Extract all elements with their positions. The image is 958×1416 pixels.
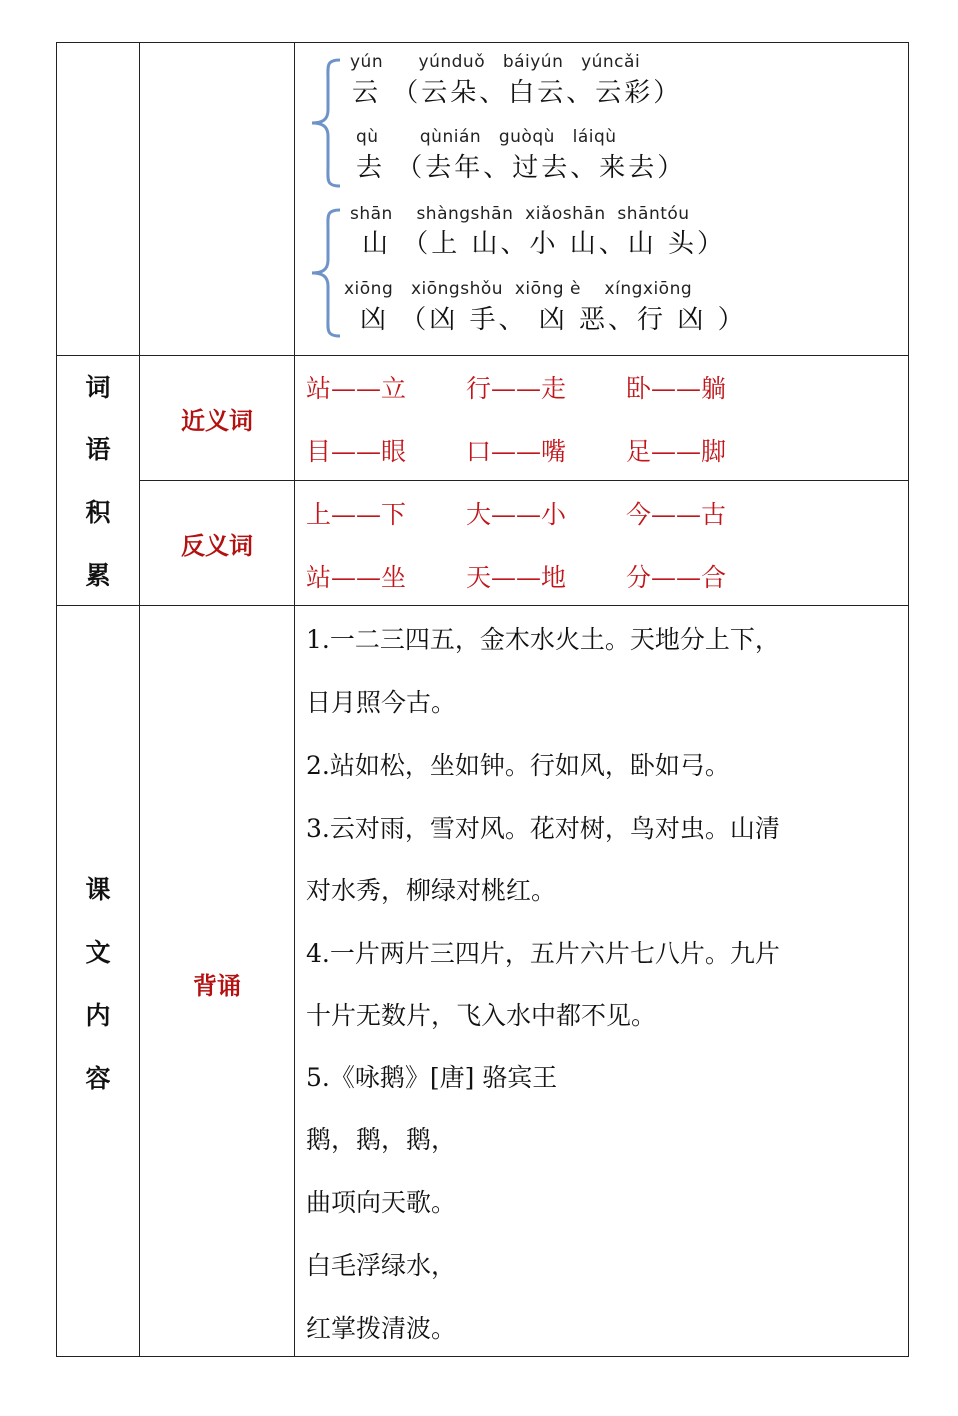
antonyms-label: 反义词 [181,531,253,560]
category-char: 容 [85,1064,111,1093]
pinyin-line-xiong: xiōng xiōngshǒu xiōng è xíngxiōng [344,279,693,299]
table-border-right [908,42,909,1357]
category-char: 词 [85,373,111,402]
table-border-bottom [56,1356,909,1357]
table-divider-row1 [56,355,909,356]
poem-line: 鹅，鹅，鹅， [306,1125,457,1154]
poem-line: 红掌拨清波。 [306,1314,457,1343]
synonym-pair: 站——立 [306,374,407,403]
hanzi-line-xiong: 凶 （凶 手、 凶 恶、行 凶 ） [360,305,747,335]
pinyin-line-qu: qù qùnián guòqù láiqù [356,127,617,147]
category-char: 累 [85,561,111,590]
table-border-top [56,42,909,43]
synonym-pair: 足——脚 [626,437,727,466]
antonym-pair: 天——地 [466,563,567,592]
hanzi-line-shan: 山 （上 山、小 山、山 头） [362,229,727,259]
text-line: 4.一片两片三四片，五片六片七八片。九片 [306,939,780,968]
pinyin-line-shan: shān shàngshān xiǎoshān shāntóu [350,204,690,224]
synonym-pair: 卧——躺 [626,374,727,403]
synonym-pair: 目——眼 [306,437,407,466]
poem-title: 5.《咏鹅》[唐] 骆宾王 [306,1063,558,1092]
pinyin-line-yun: yún yúnduǒ báiyún yúncǎi [350,52,641,72]
text-line: 2.站如松，坐如钟。行如风，卧如弓。 [306,751,730,780]
table-border-left [56,42,57,1357]
recite-label: 背诵 [193,971,241,1000]
antonym-pair: 今——古 [626,500,727,529]
category-char: 课 [85,875,111,904]
antonym-pair: 站——坐 [306,563,407,592]
table-divider-vocab [140,480,909,481]
brace-group-1 [308,58,342,188]
table-column-divider-1 [139,42,140,1357]
category-char: 文 [85,938,111,967]
antonym-pair: 分——合 [626,563,727,592]
table-divider-row2 [56,605,909,606]
synonyms-label: 近义词 [181,406,253,435]
poem-line: 曲项向天歌。 [306,1188,457,1217]
table-column-divider-2 [294,42,295,1357]
text-line: 3.云对雨，雪对风。花对树，鸟对虫。山清 [306,814,780,843]
hanzi-line-qu: 去 （去年、过去、来去） [356,153,687,183]
category-char: 积 [85,498,111,527]
hanzi-line-yun: 云 （云朵、白云、云彩） [352,78,683,108]
poem-line: 白毛浮绿水， [306,1251,457,1280]
synonym-pair: 行——走 [466,374,567,403]
text-line: 对水秀，柳绿对桃红。 [306,876,557,905]
category-char: 内 [85,1001,111,1030]
text-line: 十片无数片，飞入水中都不见。 [306,1001,657,1030]
antonym-pair: 大——小 [466,500,567,529]
antonym-pair: 上——下 [306,500,407,529]
category-char: 语 [85,435,111,464]
text-line: 日月照今古。 [306,688,457,717]
synonym-pair: 口——嘴 [466,437,567,466]
brace-group-2 [308,208,342,338]
text-line: 1.一二三四五，金木水火土。天地分上下， [306,625,780,654]
